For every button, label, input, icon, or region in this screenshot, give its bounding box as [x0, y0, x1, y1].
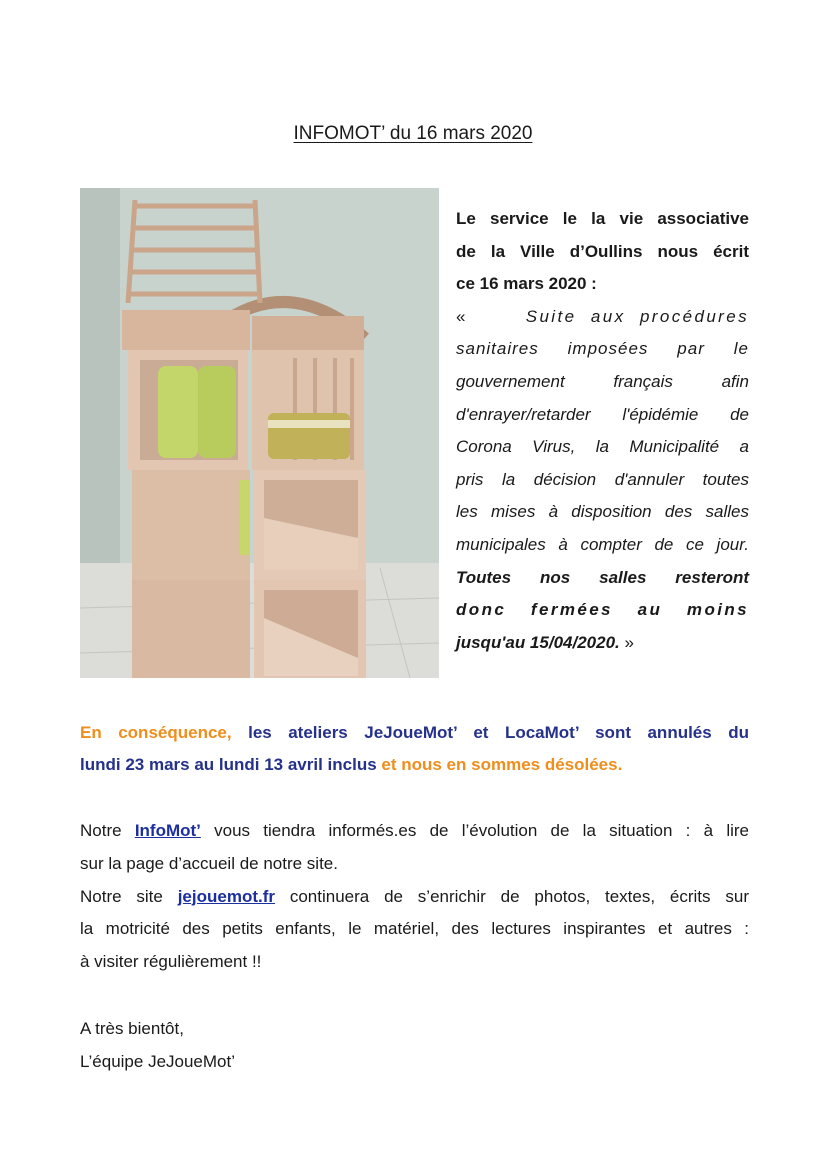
quote-line: sanitaires imposées par le — [456, 339, 749, 359]
quote-bold-line: donc fermées au moins — [456, 600, 749, 620]
quote-line: les mises à disposition des salles — [456, 502, 749, 522]
info-text: à visiter régulièrement !! — [80, 952, 262, 972]
intro-line: Le service le la vie associative — [456, 209, 749, 228]
signature — [80, 1012, 235, 1078]
quote-close: » — [624, 632, 634, 652]
consequence-tail: et nous en sommes désolées. — [381, 755, 623, 774]
quote-line: d'enrayer/retarder l'épidémie de — [456, 404, 749, 424]
quote-text: Suite aux procédures — [525, 306, 749, 326]
info-text: la motricité des petits enfants, le matériel, des lectures inspirantes et autres : — [80, 919, 749, 939]
intro-line: ce 16 mars 2020 : — [456, 274, 597, 294]
info-text: Notre — [80, 821, 122, 840]
info-text: vous tiendra informés.es de l’évolution de la situation : à lire — [214, 821, 749, 840]
quote-line: gouvernement français afin — [456, 371, 749, 391]
closing-team: L’équipe JeJoueMot’ — [80, 1052, 236, 1071]
quote-line — [456, 627, 749, 660]
website-link[interactable]: jejouemot.fr — [177, 886, 275, 906]
intro-column — [456, 203, 749, 659]
quote-line: Corona Virus, la Municipalité a — [456, 437, 749, 457]
consequence-dates: lundi 23 mars au lundi 13 avril inclus — [80, 755, 377, 774]
info-text: continuera de s’enrichir de photos, textes, écrits sur — [289, 886, 749, 906]
consequence-lead: En conséquence, — [80, 723, 232, 742]
quote-open: « — [456, 306, 466, 326]
quote-line: pris la décision d'annuler toutes — [456, 469, 749, 489]
info-paragraphs — [80, 815, 749, 979]
page-title: INFOMOT’ du 16 mars 2020 — [293, 123, 533, 144]
quote-line — [456, 301, 749, 334]
quote-bold-line: Toutes nos salles resteront — [456, 567, 749, 587]
intro-line: de la Ville d’Oullins nous écrit — [456, 241, 749, 261]
info-text: sur la page d’accueil de notre site. — [80, 853, 338, 873]
info-text: Notre site — [80, 886, 163, 906]
consequence-paragraph — [80, 717, 749, 781]
quote-bold-date: jusqu'au 15/04/2020. — [456, 632, 620, 652]
consequence-text: les ateliers JeJoueMot’ et LocaMot’ sont annulés du — [248, 723, 749, 742]
closing-greeting: A très bientôt, — [80, 1019, 184, 1038]
wooden-furniture-photo — [80, 188, 439, 678]
quote-line: municipales à compter de ce jour. — [456, 534, 749, 554]
infomot-link[interactable]: InfoMot’ — [134, 821, 201, 840]
